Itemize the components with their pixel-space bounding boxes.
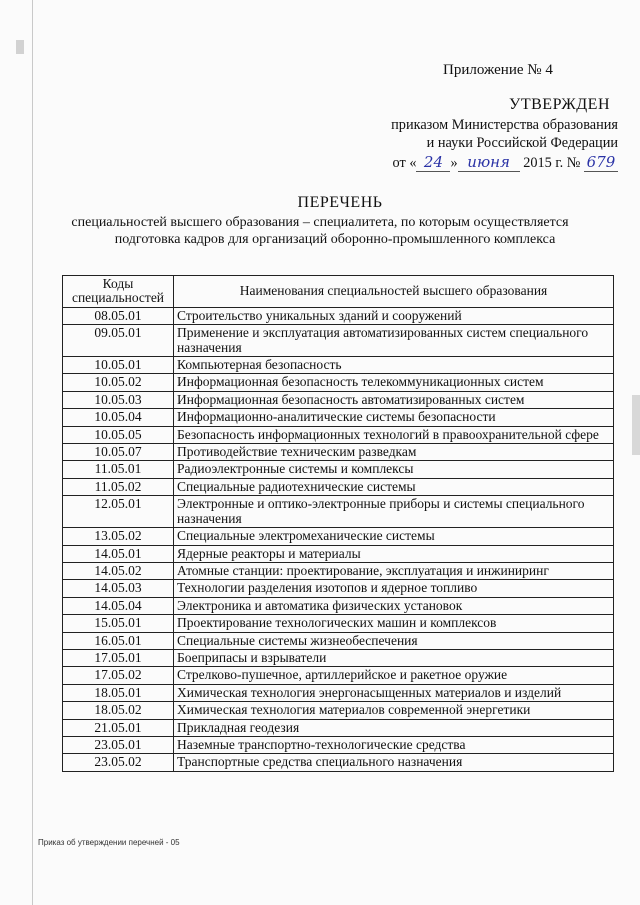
specialty-name: Строительство уникальных зданий и сооружений (174, 307, 614, 324)
specialty-name: Ядерные реакторы и материалы (174, 545, 614, 562)
table-row (63, 409, 614, 426)
specialty-name: Боеприпасы и взрыватели (174, 649, 614, 666)
approval-block (318, 96, 618, 172)
specialty-name: Стрелково-пушечное, артиллерийское и ракетное оружие (174, 667, 614, 684)
specialty-code: 14.05.02 (63, 562, 174, 579)
scan-mark-top (16, 40, 24, 54)
specialty-name: Химическая технология материалов современной энергетики (174, 702, 614, 719)
specialty-name: Информационная безопасность автоматизированных систем (174, 391, 614, 408)
document-subtitle-line-2: подготовка кадров для организаций оборонно-промышленного комплекса (114, 232, 556, 247)
binder-margin-line (32, 0, 33, 905)
order-number-handwritten: 679 (584, 153, 618, 172)
specialty-code: 14.05.04 (63, 597, 174, 614)
specialty-name: Информационно-аналитические системы безопасности (174, 409, 614, 426)
table-row (63, 580, 614, 597)
specialty-name: Радиоэлектронные системы и комплексы (174, 461, 614, 478)
specialty-name: Специальные системы жизнеобеспечения (174, 632, 614, 649)
table-row (63, 496, 614, 528)
table-row (63, 736, 614, 753)
specialty-code: 14.05.01 (63, 545, 174, 562)
order-date-line (318, 153, 618, 172)
table-row (63, 719, 614, 736)
table-row (63, 597, 614, 614)
table-row (63, 667, 614, 684)
approved-title: УТВЕРЖДЕН (509, 96, 610, 113)
table-row (63, 478, 614, 495)
specialty-name: Специальные электромеханические системы (174, 528, 614, 545)
specialty-code: 17.05.02 (63, 667, 174, 684)
table-row (63, 649, 614, 666)
table-row (63, 374, 614, 391)
table-row (63, 545, 614, 562)
table-row (63, 615, 614, 632)
specialty-name: Прикладная геодезия (174, 719, 614, 736)
specialty-name: Применение и эксплуатация автоматизированных систем специального назначения (174, 325, 614, 357)
specialty-name: Наземные транспортно-технологические средства (174, 736, 614, 753)
specialty-code: 09.05.01 (63, 325, 174, 357)
specialty-name: Компьютерная безопасность (174, 357, 614, 374)
table-row (63, 391, 614, 408)
specialty-code: 16.05.01 (63, 632, 174, 649)
specialty-code: 23.05.01 (63, 736, 174, 753)
specialty-code: 10.05.02 (63, 374, 174, 391)
specialty-code: 21.05.01 (63, 719, 174, 736)
date-month-handwritten: июня (458, 153, 520, 172)
table-row (63, 426, 614, 443)
scan-mark-side (632, 395, 640, 455)
approved-line-1: приказом Министерства образования (391, 117, 618, 133)
specialty-code: 12.05.01 (63, 496, 174, 528)
specialty-code: 18.05.01 (63, 684, 174, 701)
column-header-name: Наименования специальностей высшего образования (174, 276, 614, 308)
specialty-name: Специальные радиотехнические системы (174, 478, 614, 495)
specialty-name: Технологии разделения изотопов и ядерное топливо (174, 580, 614, 597)
document-title-block (0, 194, 640, 248)
date-prefix: от « (392, 155, 417, 171)
specialties-table (62, 275, 614, 772)
specialty-name: Проектирование технологических машин и комплексов (174, 615, 614, 632)
date-mid: » (450, 155, 458, 171)
table-row (63, 684, 614, 701)
table-row (63, 307, 614, 324)
specialty-name: Электронные и оптико-электронные приборы и системы специального назначения (174, 496, 614, 528)
specialty-code: 10.05.07 (63, 444, 174, 461)
table-header-row (63, 276, 614, 308)
specialty-name: Электроника и автоматика физических установок (174, 597, 614, 614)
specialty-name: Информационная безопасность телекоммуникационных систем (174, 374, 614, 391)
specialty-code: 23.05.02 (63, 754, 174, 771)
column-header-code: Коды специальностей (63, 276, 174, 308)
specialty-code: 15.05.01 (63, 615, 174, 632)
specialty-name: Атомные станции: проектирование, эксплуатация и инжиниринг (174, 562, 614, 579)
specialty-code: 10.05.01 (63, 357, 174, 374)
date-year: 2015 г. № (523, 155, 581, 171)
table-row (63, 528, 614, 545)
specialty-code: 14.05.03 (63, 580, 174, 597)
table-row (63, 325, 614, 357)
specialty-code: 10.05.04 (63, 409, 174, 426)
date-day-handwritten: 24 (416, 153, 450, 172)
footer-note: Приказ об утверждении перечней - 05 (38, 838, 180, 847)
document-subtitle-line-1: специальностей высшего образования – специалитета, по которым осуществляется (71, 215, 569, 230)
table-row (63, 632, 614, 649)
table-row (63, 702, 614, 719)
specialty-name: Химическая технология энергонасыщенных материалов и изделий (174, 684, 614, 701)
table-row (63, 357, 614, 374)
table-row (63, 461, 614, 478)
approved-line-2: и науки Российской Федерации (426, 135, 618, 151)
specialty-name: Транспортные средства специального назначения (174, 754, 614, 771)
specialty-code: 13.05.02 (63, 528, 174, 545)
table-row (63, 444, 614, 461)
document-title: ПЕРЕЧЕНЬ (297, 194, 383, 211)
table-body (63, 307, 614, 771)
table-row (63, 562, 614, 579)
specialty-code: 18.05.02 (63, 702, 174, 719)
specialty-code: 10.05.05 (63, 426, 174, 443)
specialty-name: Противодействие техническим разведкам (174, 444, 614, 461)
specialty-code: 10.05.03 (63, 391, 174, 408)
table-row (63, 754, 614, 771)
specialty-code: 08.05.01 (63, 307, 174, 324)
specialty-code: 11.05.01 (63, 461, 174, 478)
appendix-label: Приложение № 4 (443, 62, 553, 78)
specialty-code: 17.05.01 (63, 649, 174, 666)
specialty-name: Безопасность информационных технологий в правоохранительной сфере (174, 426, 614, 443)
specialty-code: 11.05.02 (63, 478, 174, 495)
